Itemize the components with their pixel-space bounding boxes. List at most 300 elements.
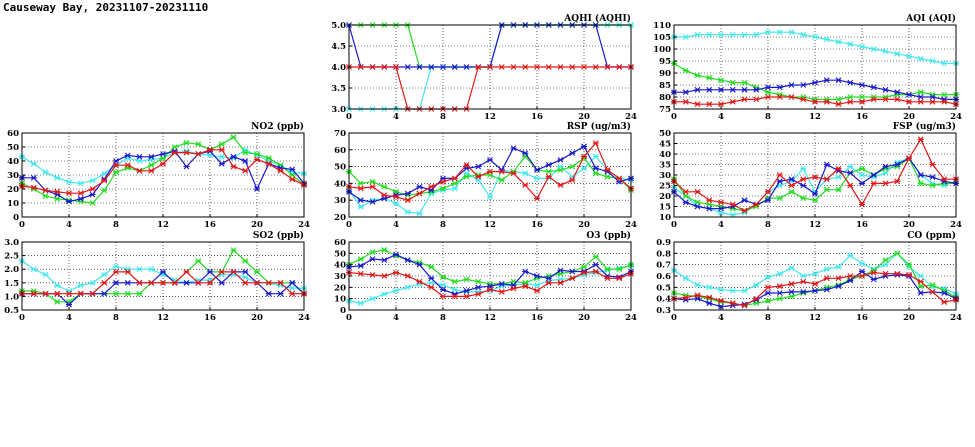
data-point: [742, 87, 748, 92]
data-point: [871, 181, 877, 186]
data-point: [800, 32, 806, 37]
data-point: [534, 283, 540, 288]
data-point: [160, 152, 166, 157]
data-point: [278, 168, 284, 173]
data-point: [847, 99, 853, 104]
x-tick-label: 0: [346, 313, 352, 323]
data-point: [534, 167, 540, 172]
data-point: [930, 99, 936, 104]
data-point: [452, 186, 458, 191]
data-point: [695, 73, 701, 78]
data-point: [616, 176, 622, 181]
data-point: [219, 142, 225, 147]
x-tick-label: 24: [950, 313, 962, 323]
data-point: [358, 186, 364, 191]
x-tick-label: 20: [578, 220, 590, 230]
data-point: [847, 80, 853, 85]
data-point: [765, 90, 771, 95]
data-point: [871, 47, 877, 52]
data-point: [789, 95, 795, 100]
data-point: [836, 39, 842, 44]
data-point: [370, 257, 376, 262]
data-point: [871, 277, 877, 282]
y-tick-label: 50: [659, 129, 671, 139]
x-tick-label: 0: [671, 112, 677, 122]
data-point: [90, 201, 96, 206]
data-point: [812, 198, 818, 203]
y-tick-label: 1.0: [4, 292, 19, 303]
data-point: [195, 280, 201, 285]
data-point: [777, 179, 783, 184]
data-point: [219, 280, 225, 285]
data-point: [195, 142, 201, 147]
data-point: [558, 157, 564, 162]
data-point: [918, 274, 924, 279]
data-point: [800, 83, 806, 88]
data-point: [381, 193, 387, 198]
data-point: [706, 198, 712, 203]
data-point: [78, 291, 84, 296]
data-point: [616, 65, 622, 70]
chart-so2: [4, 230, 310, 323]
y-tick-label: 30: [334, 272, 346, 282]
data-point: [847, 274, 853, 279]
data-point: [78, 181, 84, 186]
data-point: [90, 280, 96, 285]
data-point: [113, 264, 119, 269]
data-point: [800, 183, 806, 188]
data-point: [789, 266, 795, 271]
data-point: [137, 168, 143, 173]
data-point: [125, 280, 131, 285]
data-point: [219, 161, 225, 166]
data-point: [941, 92, 947, 97]
data-point: [859, 44, 865, 49]
x-tick-label: 20: [251, 313, 263, 323]
data-point: [836, 187, 842, 192]
x-tick-label: 16: [204, 313, 216, 323]
data-point: [31, 161, 37, 166]
data-point: [847, 183, 853, 188]
data-point: [54, 189, 60, 194]
data-point: [207, 269, 213, 274]
data-point: [54, 175, 60, 180]
data-point: [836, 264, 842, 269]
x-tick-label: 20: [251, 220, 263, 230]
data-point: [148, 154, 154, 159]
data-point: [800, 196, 806, 201]
y-tick-label: 20: [659, 192, 671, 202]
data-point: [90, 178, 96, 183]
data-point: [487, 157, 493, 162]
x-tick-label: 24: [625, 313, 637, 323]
data-point: [289, 280, 295, 285]
data-point: [113, 291, 119, 296]
data-point: [43, 194, 49, 199]
data-point: [137, 154, 143, 159]
data-point: [718, 78, 724, 83]
data-point: [777, 291, 783, 296]
data-point: [859, 95, 865, 100]
data-point: [184, 140, 190, 145]
data-point: [777, 85, 783, 90]
y-tick-label: 40: [659, 150, 671, 160]
x-tick-label: 20: [903, 313, 915, 323]
y-tick-label: 80: [659, 93, 671, 103]
y-tick-label: 90: [659, 69, 671, 79]
data-point: [918, 56, 924, 61]
chart-panels: [4, 13, 962, 323]
data-point: [31, 291, 37, 296]
data-point: [777, 284, 783, 289]
data-point: [452, 65, 458, 70]
x-tick-label: 8: [765, 112, 771, 122]
y-tick-label: 10: [7, 199, 19, 209]
data-point: [289, 167, 295, 172]
data-point: [718, 32, 724, 37]
data-point: [546, 169, 552, 174]
data-point: [125, 163, 131, 168]
data-point: [683, 189, 689, 194]
data-point: [219, 147, 225, 152]
data-point: [789, 183, 795, 188]
data-point: [381, 258, 387, 263]
data-point: [43, 188, 49, 193]
data-point: [883, 258, 889, 263]
y-tick-label: 0.5: [4, 306, 19, 316]
x-tick-label: 20: [578, 313, 590, 323]
data-point: [358, 271, 364, 276]
data-point: [789, 30, 795, 35]
data-point: [522, 183, 528, 188]
x-tick-label: 0: [19, 313, 25, 323]
y-tick-label: 50: [7, 143, 19, 153]
data-point: [593, 65, 599, 70]
data-point: [464, 294, 470, 299]
data-point: [730, 288, 736, 293]
chart-aqhi: [331, 13, 637, 122]
y-tick-label: 60: [7, 129, 19, 139]
y-tick-label: 25: [659, 181, 671, 192]
data-point: [593, 254, 599, 259]
y-tick-label: 0.7: [656, 260, 671, 271]
data-point: [66, 191, 72, 196]
x-tick-label: 8: [765, 313, 771, 323]
data-point: [706, 102, 712, 107]
data-point: [777, 296, 783, 301]
data-point: [683, 99, 689, 104]
y-tick-label: 3.0: [4, 238, 19, 248]
data-point: [381, 292, 387, 297]
y-tick-label: 0.6: [656, 272, 671, 282]
data-point: [836, 175, 842, 180]
data-point: [695, 283, 701, 288]
data-point: [417, 184, 423, 189]
data-point: [90, 291, 96, 296]
data-point: [683, 90, 689, 95]
data-point: [859, 261, 865, 266]
data-point: [101, 280, 107, 285]
y-tick-label: 110: [653, 21, 671, 31]
data-point: [125, 269, 131, 274]
data-point: [358, 301, 364, 306]
data-point: [428, 264, 434, 269]
data-point: [43, 291, 49, 296]
data-point: [930, 289, 936, 294]
x-tick-label: 8: [113, 220, 119, 230]
data-point: [894, 251, 900, 256]
data-point: [730, 80, 736, 85]
data-point: [54, 299, 60, 304]
data-point: [405, 198, 411, 203]
data-point: [871, 85, 877, 90]
data-point: [742, 97, 748, 102]
data-point: [370, 272, 376, 277]
data-point: [683, 276, 689, 281]
data-point: [906, 54, 912, 59]
x-tick-label: 4: [718, 313, 724, 323]
data-point: [859, 173, 865, 178]
x-tick-label: 16: [531, 112, 543, 122]
data-point: [475, 164, 481, 169]
data-point: [569, 164, 575, 169]
data-point: [534, 288, 540, 293]
data-point: [172, 280, 178, 285]
data-point: [254, 269, 260, 274]
x-tick-label: 0: [671, 220, 677, 230]
series-cyan: [671, 30, 959, 66]
data-point: [765, 95, 771, 100]
data-point: [593, 262, 599, 267]
data-point: [43, 272, 49, 277]
data-point: [125, 291, 131, 296]
y-tick-label: 10: [334, 294, 346, 305]
data-point: [824, 37, 830, 42]
data-point: [381, 184, 387, 189]
data-point: [499, 178, 505, 183]
data-point: [242, 150, 248, 155]
data-point: [78, 196, 84, 201]
chart-title: RSP (ug/m3): [566, 122, 631, 132]
data-point: [266, 291, 272, 296]
data-point: [800, 279, 806, 284]
data-point: [475, 279, 481, 284]
data-point: [824, 162, 830, 167]
data-point: [242, 159, 248, 164]
data-point: [706, 206, 712, 211]
data-point: [278, 280, 284, 285]
data-point: [918, 137, 924, 142]
data-point: [930, 175, 936, 180]
chart-title: AQI (AQI): [906, 14, 956, 24]
data-point: [695, 204, 701, 209]
data-point: [148, 280, 154, 285]
data-point: [405, 209, 411, 214]
data-point: [522, 151, 528, 156]
y-tick-label: 15: [659, 202, 671, 213]
y-tick-label: 3.0: [331, 105, 346, 115]
y-tick-label: 95: [659, 57, 671, 67]
data-point: [487, 194, 493, 199]
data-point: [753, 32, 759, 37]
data-point: [683, 35, 689, 40]
data-point: [289, 177, 295, 182]
y-tick-label: 30: [334, 196, 346, 207]
y-tick-label: 0: [13, 213, 19, 223]
y-tick-label: 100: [653, 45, 671, 55]
data-point: [894, 51, 900, 56]
data-point: [847, 95, 853, 100]
data-point: [405, 285, 411, 290]
data-point: [800, 274, 806, 279]
data-point: [464, 174, 470, 179]
data-point: [358, 198, 364, 203]
data-point: [231, 164, 237, 169]
data-point: [160, 161, 166, 166]
data-point: [593, 171, 599, 176]
x-tick-label: 24: [625, 220, 637, 230]
data-point: [266, 280, 272, 285]
data-point: [765, 285, 771, 290]
x-tick-label: 4: [66, 220, 72, 230]
x-tick-label: 8: [765, 220, 771, 230]
y-tick-label: 50: [334, 162, 346, 173]
data-point: [930, 162, 936, 167]
y-tick-label: 0.9: [656, 238, 671, 248]
data-point: [534, 65, 540, 70]
data-point: [812, 80, 818, 85]
chart-title: O3 (ppb): [586, 231, 631, 241]
x-tick-label: 12: [809, 220, 821, 230]
data-point: [546, 162, 552, 167]
data-point: [113, 269, 119, 274]
data-point: [847, 170, 853, 175]
x-tick-label: 16: [856, 112, 868, 122]
data-point: [266, 156, 272, 161]
x-tick-label: 24: [625, 112, 637, 122]
data-point: [231, 135, 237, 140]
x-tick-label: 8: [113, 313, 119, 323]
data-point: [289, 286, 295, 291]
data-point: [742, 80, 748, 85]
data-point: [730, 99, 736, 104]
data-point: [475, 285, 481, 290]
data-point: [918, 291, 924, 296]
chart-no2: [7, 121, 310, 230]
data-point: [464, 277, 470, 282]
data-point: [824, 276, 830, 281]
y-tick-label: 45: [659, 139, 671, 150]
data-point: [278, 291, 284, 296]
data-point: [31, 267, 37, 272]
data-point: [706, 32, 712, 37]
data-point: [753, 283, 759, 288]
data-point: [370, 179, 376, 184]
data-point: [195, 152, 201, 157]
data-point: [137, 280, 143, 285]
data-point: [440, 65, 446, 70]
data-point: [800, 177, 806, 182]
data-point: [765, 291, 771, 296]
data-point: [534, 176, 540, 181]
y-tick-label: 50: [334, 249, 346, 260]
data-point: [695, 189, 701, 194]
x-tick-label: 4: [718, 112, 724, 122]
data-point: [522, 171, 528, 176]
data-point: [930, 59, 936, 64]
data-point: [706, 87, 712, 92]
data-point: [231, 248, 237, 253]
data-point: [511, 65, 517, 70]
data-point: [358, 263, 364, 268]
data-point: [522, 269, 528, 274]
x-tick-label: 8: [440, 313, 446, 323]
data-point: [569, 151, 575, 156]
data-point: [511, 146, 517, 151]
data-point: [113, 170, 119, 175]
data-point: [718, 102, 724, 107]
y-tick-label: 20: [334, 283, 346, 294]
data-point: [742, 32, 748, 37]
data-point: [558, 280, 564, 285]
data-point: [918, 90, 924, 95]
data-point: [219, 154, 225, 159]
data-point: [417, 211, 423, 216]
data-point: [195, 259, 201, 264]
data-point: [918, 173, 924, 178]
data-point: [836, 102, 842, 107]
series-blue: [671, 269, 959, 309]
data-point: [894, 179, 900, 184]
x-tick-label: 24: [298, 220, 310, 230]
data-point: [836, 78, 842, 83]
data-point: [742, 198, 748, 203]
x-tick-label: 12: [484, 313, 496, 323]
data-point: [695, 87, 701, 92]
data-point: [718, 200, 724, 205]
series-line: [22, 150, 304, 193]
data-point: [358, 204, 364, 209]
x-tick-label: 20: [578, 112, 590, 122]
data-point: [593, 154, 599, 159]
data-point: [777, 271, 783, 276]
data-point: [499, 289, 505, 294]
y-tick-label: 4.5: [331, 42, 346, 52]
x-tick-label: 24: [298, 313, 310, 323]
data-point: [184, 280, 190, 285]
data-point: [66, 180, 72, 185]
data-point: [381, 65, 387, 70]
y-tick-label: 0.3: [656, 306, 671, 316]
x-tick-label: 16: [856, 220, 868, 230]
y-tick-label: 1.5: [4, 278, 19, 289]
data-point: [464, 65, 470, 70]
x-tick-label: 24: [950, 220, 962, 230]
data-point: [789, 83, 795, 88]
y-tick-label: 40: [334, 179, 346, 190]
data-point: [789, 289, 795, 294]
data-point: [266, 161, 272, 166]
data-point: [812, 281, 818, 286]
data-point: [695, 102, 701, 107]
data-point: [906, 92, 912, 97]
data-point: [918, 181, 924, 186]
data-point: [765, 30, 771, 35]
y-tick-label: 0: [340, 306, 346, 316]
chart-fsp: [659, 121, 962, 230]
x-tick-label: 0: [671, 313, 677, 323]
data-point: [78, 191, 84, 196]
